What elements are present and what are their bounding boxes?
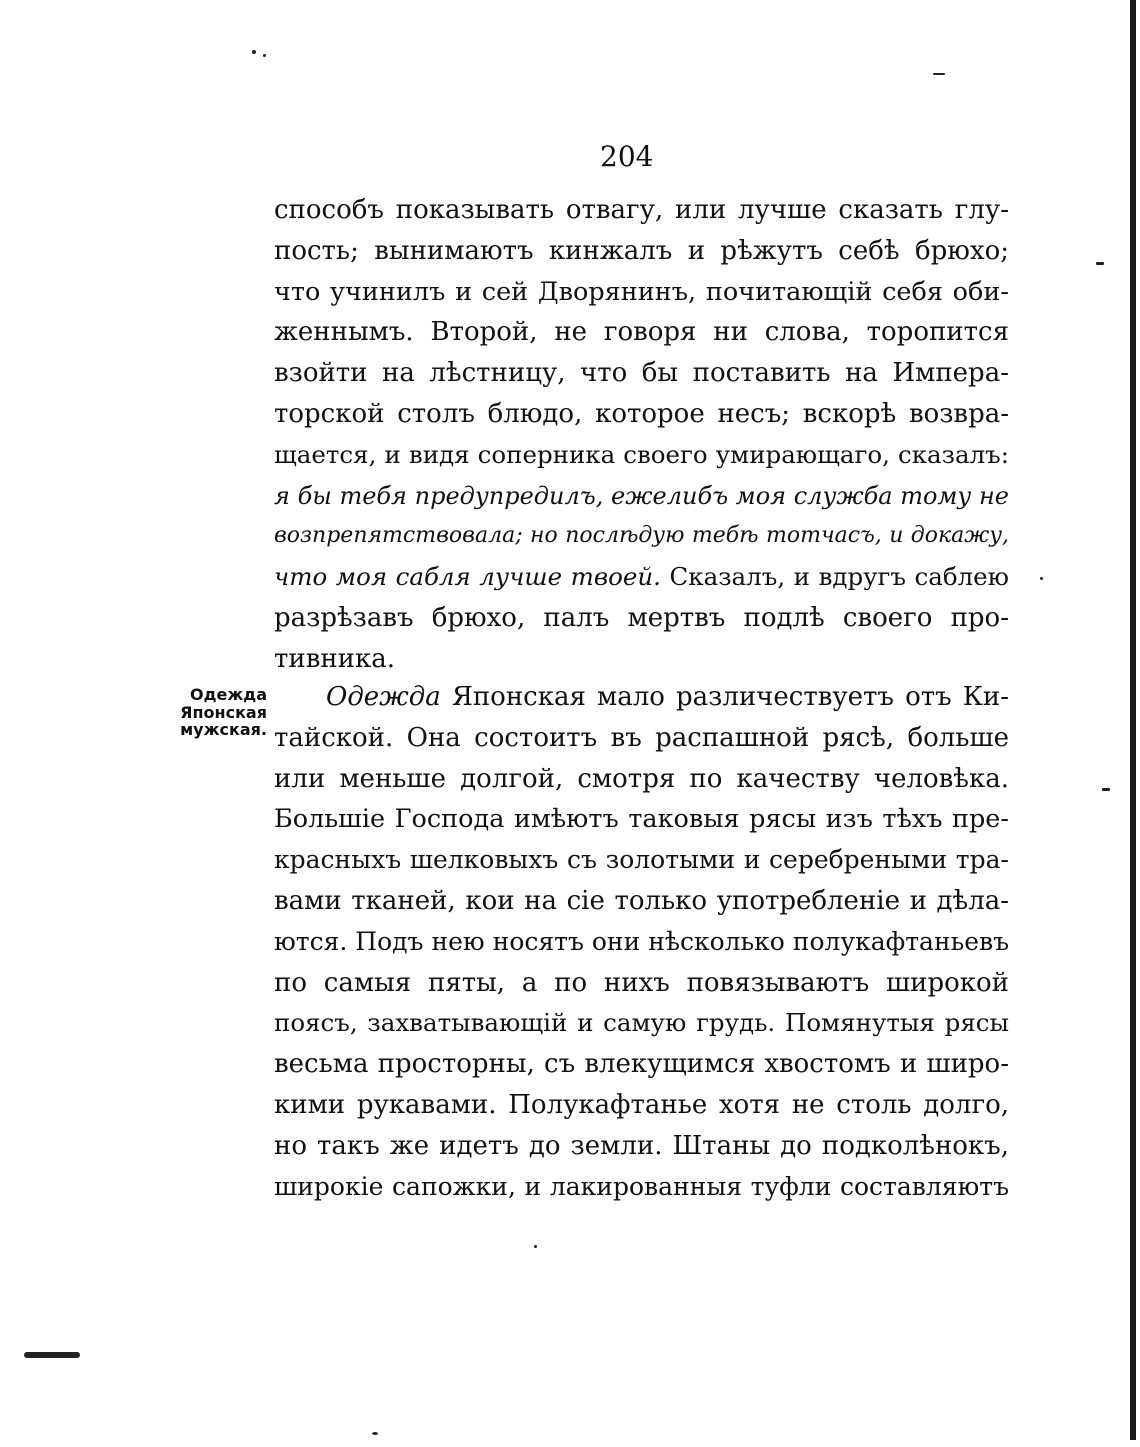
text-line: Большіе Господа имѣютъ таковыя рясы изъ тѣхъ пре-	[274, 804, 1009, 835]
text-line: взойти на лѣстницу, что бы поставить на Импера-	[274, 358, 1009, 389]
text-line: способъ показывать отвагу, или лучше сказать глу-	[274, 195, 1009, 225]
scan-speck	[1096, 262, 1104, 265]
scan-speck	[534, 1245, 537, 1248]
scan-speck	[933, 73, 945, 75]
text-line: разрѣзавъ брюхо, палъ мертвъ подлѣ своего про-	[274, 602, 1009, 633]
text-line: вами тканей, кои на сіе только употребленіе и дѣла-	[274, 885, 1009, 916]
scan-speck	[1102, 788, 1110, 791]
margin-note	[155, 686, 267, 739]
text-line: торской столъ блюдо, которое несъ; вскорѣ возвра-	[274, 398, 1009, 429]
margin-note-line: мужская.	[180, 720, 267, 739]
text-line: поясъ, захватывающій и самую грудь. Помянутыя рясы	[274, 1008, 1009, 1038]
scan-speck	[252, 50, 256, 54]
text-line: тайской. Она состоитъ въ распашной рясѣ, больше	[274, 722, 1009, 753]
italic-quote-end: что моя сабля лучше твоей.	[274, 562, 661, 592]
text-line: щается, и видя соперника своего умирающаго, сказалъ:	[274, 439, 1009, 469]
text-line: женнымъ. Второй, не говоря ни слова, торопится	[274, 317, 1009, 348]
text-fragment: Японская мало различествуетъ отъ Ки-	[451, 682, 1010, 712]
scan-speck	[372, 1432, 378, 1435]
scan-speck	[263, 54, 266, 57]
page-number: 204	[600, 140, 654, 173]
page-edge-shadow	[1130, 0, 1136, 1440]
text-line: что учинилъ и сей Дворянинъ, почитающій себя оби-	[274, 276, 1009, 307]
margin-note-line: Одежда	[189, 685, 267, 704]
italic-quote-line: возпрепятствовала; но послѣдую тебѣ тотчасъ, и докажу,	[274, 523, 1009, 549]
italic-quote-line: я бы тебя предупредилъ, ежелибъ моя служба тому не	[274, 481, 1009, 510]
text-line: весьма просторны, съ влекущимся хвостомъ и широ-	[274, 1049, 1009, 1080]
ink-smudge	[24, 1352, 80, 1358]
text-line: ются. Подъ нею носятъ они нѣсколько полукафтаньевъ	[274, 926, 1009, 956]
text-line: пость; вынимаютъ кинжалъ и рѣжутъ себѣ брюхо;	[274, 235, 1009, 266]
mixed-text-line	[274, 557, 1009, 598]
margin-note-line: Японская	[180, 702, 267, 722]
text-line: или меньше долгой, смотря по качеству человѣка.	[274, 763, 1009, 794]
text-line: красныхъ шелковыхъ съ золотыми и серебреными тра-	[274, 845, 1009, 875]
text-line: кими рукавами. Полукафтанье хотя не столь долго,	[274, 1089, 1009, 1120]
text-line: по самыя пяты, а по нихъ повязываютъ широкой	[274, 967, 1009, 998]
paragraph-2	[274, 677, 1009, 1207]
paragraph-1	[274, 190, 1009, 680]
text-fragment: Сказалъ, и вдругъ саблею	[669, 562, 1010, 592]
paragraph-first-line	[274, 677, 1009, 718]
lead-word: Одежда	[326, 682, 441, 712]
scan-speck	[1040, 577, 1043, 580]
text-line: тивника.	[274, 643, 396, 674]
text-line: но такъ же идетъ до земли. Штаны до подколѣнокъ,	[274, 1130, 1009, 1161]
text-line: широкіе сапожки, и лакированныя туфли составляютъ	[274, 1171, 1009, 1201]
